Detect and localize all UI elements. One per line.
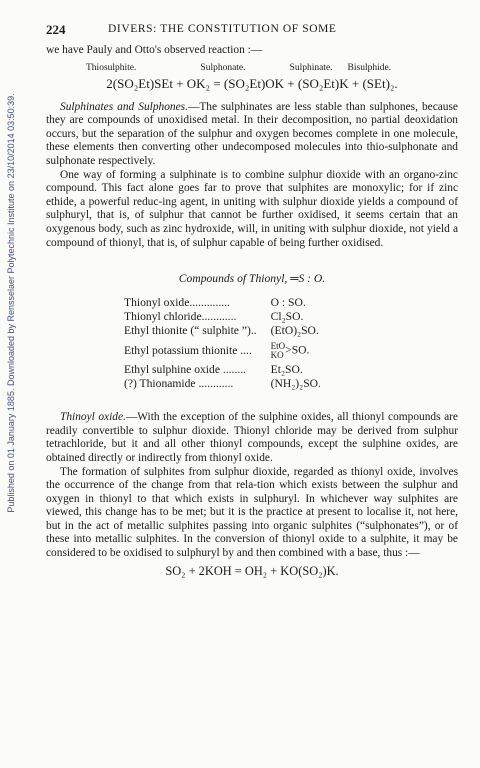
compound-name: Thionyl oxide..............: [124, 296, 230, 310]
formula-stack: [271, 342, 286, 360]
page-number: 224: [46, 22, 66, 37]
compound-formula: (NH₂)₂SO.: [270, 377, 321, 391]
table-caption: Compounds of Thionyl, ═S : O.: [178, 272, 326, 286]
running-title: DIVERS: THE CONSTITUTION OF SOME: [108, 23, 337, 35]
label-sulphonate: Sulphonate.: [200, 62, 246, 73]
compound-formula: O : SO.: [270, 296, 306, 310]
equation-thiosulphite: 2(SO₂Et)SEt + OK₂ = (SO₂Et)OK + (SO₂Et)K + (SEt)₂.: [106, 75, 398, 91]
compound-formula: [257, 338, 321, 363]
paragraph-thionyl-oxide: [46, 411, 458, 465]
watermark-text: Published on 01 January 1885. Downloaded by Rensselaer Polytechnic Institute on 23/10/2014 03:50:39.: [6, 92, 16, 513]
label-sulphinate: Sulphinate.: [289, 62, 333, 73]
compound-formula: Et₂SO.: [270, 363, 303, 377]
equation-labels: [46, 63, 458, 75]
compound-formula: (EtO)₂SO.: [270, 324, 319, 338]
compound-name: Ethyl sulphine oxide ........: [124, 363, 247, 377]
table-row: [124, 310, 321, 324]
label-thiosulphite: Thiosulphite.: [86, 62, 137, 73]
compound-name: Ethyl potassium thionite ....: [124, 343, 252, 357]
thionyl-compounds-table: [124, 296, 321, 391]
table-row: [124, 324, 321, 338]
compound-name: Thionyl chloride............: [124, 310, 237, 324]
compound-formula: Cl₂SO.: [270, 310, 304, 324]
paragraph-formation-sulphites: The formation of sulphites from sulphur dioxide, regarded as thionyl oxide, involves the occurrence of the change from that rela-tion which exists between the sulphur and oxygen in thionyl to that which exists in sulphuryl. In whichever way sulphites are viewed, this change has to be met; but it is the practice at present to localise it, not here, but in the act of metallic sulphites passing into organic sulphites (“sulphonates”), or of these into metallic sulphites. In the conversion of thionyl oxide to a sulphite, it may be considered to be oxidised to sulphuryl by and then combined with a base, thus :—: [46, 465, 458, 560]
download-watermark: [4, 30, 18, 575]
formula-top: EtO: [270, 340, 286, 351]
paragraph-body: —The sulphinates are less stable than sulphones, because they are compounds of unoxidised metal. In their decomposition, no partial deoxidation occurs, but the separation of the sulphur and oxygen becomes complete in one molecule, these elements then converting other undecomposed molecules into thio-sulphonate and sulphonate respectively.: [46, 100, 458, 167]
intro-line: we have Pauly and Otto's observed reaction :—: [46, 44, 263, 56]
equation-oxidation: SO₂ + 2KOH = OH₂ + KO(SO₂)K.: [165, 563, 339, 578]
table-row: [124, 296, 321, 310]
formula-bottom: KO: [270, 349, 284, 360]
table-row: [124, 363, 321, 377]
paragraph-sulphinates: [46, 101, 458, 169]
paragraph-body: —With the exception of the sulphine oxides, all thionyl compounds are readily convertible to sulphur dioxide. Thionyl chloride may be derived from sulphur tetrachloride, but it and all other thionyl compounds, except the sulphine oxides, are obtained directly or indirectly from thionyl oxide.: [46, 411, 458, 464]
paper-page: [46, 20, 458, 579]
table-row: [124, 338, 321, 363]
table-row: [124, 377, 321, 391]
page-header: [46, 20, 458, 38]
section-heading-thionyl-oxide: Thinoyl oxide.: [60, 411, 126, 424]
formula-tail: >SO.: [285, 343, 310, 357]
paragraph-organo-zinc: One way of forming a sulphinate is to combine sulphur dioxide with an organo-zinc compound. This fact alone goes far to prove that sulphites are monoxylic; for if zinc ethide, a powerful reduc-ing agent, in uniting with sulphur dioxide yields a compound of sulphuryl, that is, of sulphur that cannot be further oxidised, it seems certain that an oxygenous body, such as zinc hydroxide, will, in uniting with sulphur dioxide, not yield a compound of thionyl, that is, of sulphur capable of being further oxidised.: [46, 168, 458, 249]
compound-name: Ethyl thionite (“ sulphite ”)..: [124, 324, 257, 338]
compound-name: (?) Thionamide ............: [124, 377, 234, 391]
label-bisulphide: Bisulphide.: [347, 62, 392, 73]
section-heading-sulphinates: Sulphinates and Sulphones.: [60, 100, 188, 113]
